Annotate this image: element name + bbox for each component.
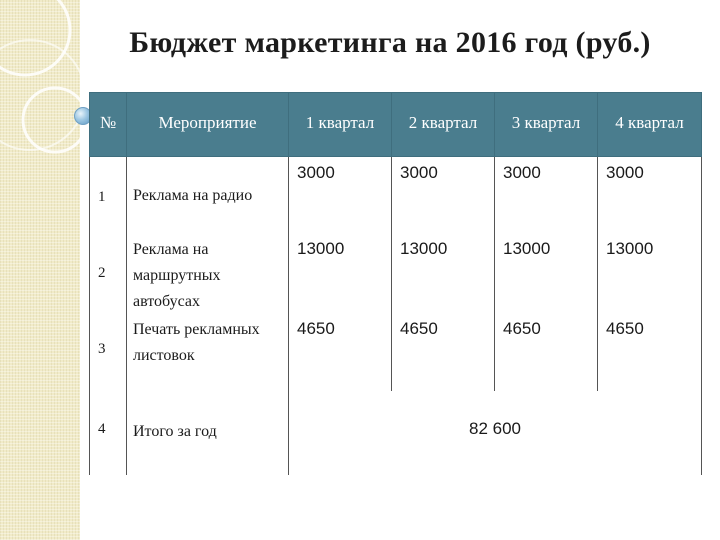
header-q2: 2 квартал [392, 93, 495, 157]
row-event-name: Печать рекламных листовок [127, 315, 289, 391]
row-event-name: Реклама на маршрутных автобусах [127, 235, 289, 315]
header-event: Мероприятие [127, 93, 289, 157]
budget-table [89, 92, 702, 475]
row-value-q4: 13000 [598, 235, 702, 315]
row-number: 4 [90, 391, 127, 475]
table-header-row [90, 93, 702, 157]
row-event-name: Итого за год [127, 391, 289, 475]
header-num: № [90, 93, 127, 157]
row-number: 1 [90, 157, 127, 235]
row-value-q3: 3000 [495, 157, 598, 235]
row-value-q4: 4650 [598, 315, 702, 391]
row-event-name: Реклама на радио [127, 157, 289, 235]
header-q3: 3 квартал [495, 93, 598, 157]
header-q4: 4 квартал [598, 93, 702, 157]
page-title: Бюджет маркетинга на 2016 год (руб.) [129, 26, 651, 59]
row-number: 3 [90, 315, 127, 391]
row-value-q1: 3000 [289, 157, 392, 235]
row-value-q4: 3000 [598, 157, 702, 235]
header-q1: 1 квартал [289, 93, 392, 157]
table-row-total [90, 391, 702, 475]
row-value-q3: 13000 [495, 235, 598, 315]
row-value-q2: 4650 [392, 315, 495, 391]
row-value-q1: 13000 [289, 235, 392, 315]
row-value-q1: 4650 [289, 315, 392, 391]
row-value-q2: 13000 [392, 235, 495, 315]
annual-total: 82 600 [289, 391, 702, 475]
row-number: 2 [90, 235, 127, 315]
table-row [90, 157, 702, 235]
table-row [90, 315, 702, 391]
row-value-q2: 3000 [392, 157, 495, 235]
table-row [90, 235, 702, 315]
row-value-q3: 4650 [495, 315, 598, 391]
